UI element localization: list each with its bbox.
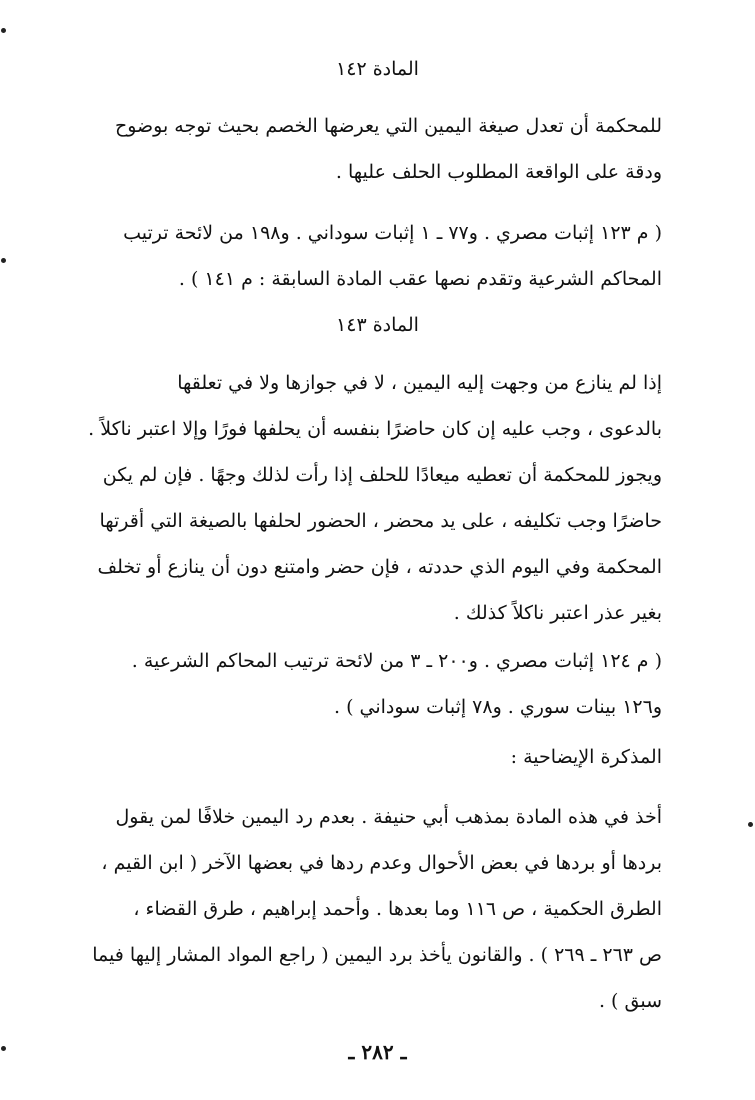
text-line: حاضرًا وجب تكليفه ، على يد محضر ، الحضور لحلفها بالصيغة التي أقرتها xyxy=(99,510,662,532)
text-line: الطرق الحكمية ، ص ١١٦ وما بعدها . وأحمد إبراهيم ، طرق القضاء ، xyxy=(133,898,662,920)
text-line: بالدعوى ، وجب عليه إن كان حاضرًا بنفسه أن يحلفها فورًا وإلا اعتبر ناكلاً . xyxy=(88,418,662,440)
article-142-text xyxy=(76,103,662,195)
text-line: سبق ) . xyxy=(598,990,662,1012)
text-line: أخذ في هذه المادة بمذهب أبي حنيفة . بعدم رد اليمين خلافًا لمن يقول xyxy=(115,806,662,828)
text-line: بردها أو بردها في بعض الأحوال وعدم ردها في بعضها الآخر ( ابن القيم ، xyxy=(101,852,662,874)
scan-mark-top xyxy=(1,28,6,33)
source-line: ( م ١٢٣ إثبات مصري . و٧٧ ـ ١ إثبات سوداني . و١٩٨ من لائحة ترتيب xyxy=(123,222,662,244)
scan-mark-lower xyxy=(748,822,753,827)
article-143-text xyxy=(76,360,662,636)
scan-mark-middle xyxy=(1,258,6,263)
text-line: للمحكمة أن تعدل صيغة اليمين التي يعرضها الخصم بحيث توجه بوضوح xyxy=(114,115,662,137)
memo-heading-block xyxy=(76,734,662,780)
text-line: ص ٢٦٣ ـ ٢٦٩ ) . والقانون يأخذ برد اليمين ( راجع المواد المشار إليها فيما xyxy=(92,944,662,966)
text-line: ودقة على الواقعة المطلوب الحلف عليها . xyxy=(335,161,662,183)
article-142-heading: المادة ١٤٢ xyxy=(336,58,419,80)
text-line: إذا لم ينازع من وجهت إليه اليمين ، لا في جوازها ولا في تعلقها xyxy=(177,372,662,394)
article-143-sources xyxy=(76,638,662,730)
text-line: ويجوز للمحكمة أن تعطيه ميعادًا للحلف إذا رأت لذلك وجهًا . فإن لم يكن xyxy=(102,464,662,486)
source-line: و١٢٦ بينات سوري . و٧٨ إثبات سوداني ) . xyxy=(333,696,662,718)
source-line: المحاكم الشرعية وتقدم نصها عقب المادة السابقة : م ١٤١ ) . xyxy=(178,268,662,290)
text-line: بغير عذر اعتبر ناكلاً كذلك . xyxy=(453,602,662,624)
page-number: ـ ٢٨٢ ـ xyxy=(348,1040,407,1064)
memo-heading: المذكرة الإيضاحية : xyxy=(510,746,662,768)
article-142-sources xyxy=(76,210,662,302)
memo-text xyxy=(76,794,662,1024)
article-143-heading: المادة ١٤٣ xyxy=(336,314,419,336)
source-line: ( م ١٢٤ إثبات مصري . و٢٠٠ ـ ٣ من لائحة ترتيب المحاكم الشرعية . xyxy=(131,650,662,672)
text-line: المحكمة وفي اليوم الذي حددته ، فإن حضر وامتنع دون أن ينازع أو تخلف xyxy=(97,556,662,578)
